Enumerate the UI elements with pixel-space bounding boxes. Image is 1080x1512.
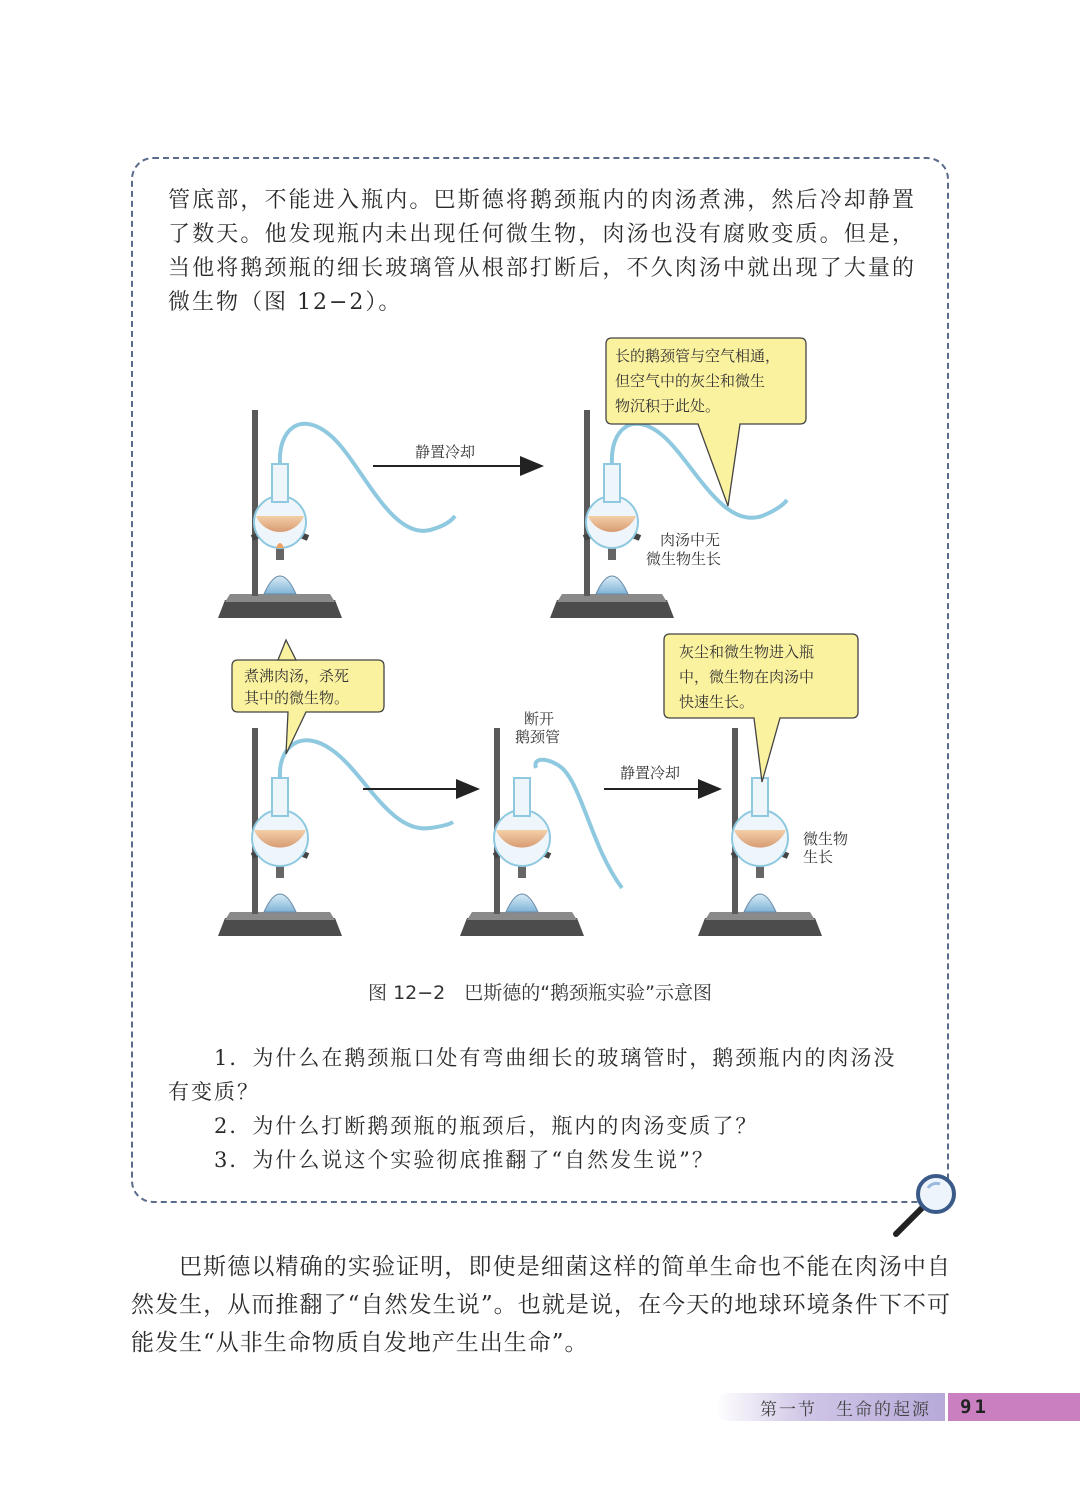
main-paragraph: 巴斯德以精确的实验证明，即使是细菌这样的简单生命也不能在肉汤中自然发生，从而推翻了“自然发生说”。也就是说，在今天的地球环境条件下不可能发生“从非生命物质自发地产生出生命”。 [131,1254,951,1356]
setup-boiling [218,410,455,618]
label-break-line: 鹅颈管 [515,728,561,746]
question-list [168,1041,916,1177]
box-paragraph: 管底部，不能进入瓶内。巴斯德将鹅颈瓶内的肉汤煮沸，然后冷却静置了数天。他发现瓶内未出现任何微生物，肉汤也没有腐败变质。但是，当他将鹅颈瓶的细长玻璃管从根部打断后，不久肉汤中就出现了大量的微生物（图 12−2）。 [168,188,916,315]
question-item: 1．为什么在鹅颈瓶口处有弯曲细长的玻璃管时，鹅颈瓶内的肉汤没有变质？ [168,1046,897,1104]
callout-bottom-right-line: 中，微生物在肉汤中 [679,668,815,686]
label-growth-line: 生长 [803,848,834,866]
label-break-line: 断开 [524,710,555,728]
page-number: 91 [948,1393,1080,1421]
label-no-growth-line: 肉汤中无 [660,531,721,549]
question-item: 2．为什么打断鹅颈瓶的瓶颈后，瓶内的肉汤变质了？ [214,1114,759,1138]
svg-text:微生物 生长 [803,830,853,866]
label-no-growth-line: 微生物生长 [646,550,722,568]
callout-top-right-line: 物沉积于此处。 [615,397,721,415]
setup-boiling-2 [218,728,453,936]
callout-top-right-line: 长的鹅颈管与空气相通， [615,347,781,365]
setup-no-growth [550,410,787,618]
callout-top-right-line: 但空气中的灰尘和微生 [615,372,766,390]
figure-caption: 图 12−2 巴斯德的“鹅颈瓶实验”示意图 [368,982,712,1004]
callout-left-line: 煮沸肉汤，杀死 [244,667,350,685]
svg-text:断开 鹅颈管 [515,710,560,746]
magnifier-icon [896,1176,954,1234]
label-growth-line: 微生物 [803,830,849,848]
arrow-bottom-label: 静置冷却 [620,764,681,782]
setup-broken-neck [460,728,622,936]
svg-text:肉汤中无 微生物生长 [646,531,725,568]
arrow-top-label: 静置冷却 [415,443,476,461]
question-item: 3．为什么说这个实验彻底推翻了“自然发生说”？ [214,1148,715,1172]
callout-bottom-right-line: 快速生长。 [679,693,755,711]
section-title: 第一节 生命的起源 [760,1400,931,1420]
callout-left-line: 其中的微生物。 [244,689,350,707]
callout-bottom-right-line: 灰尘和微生物进入瓶 [679,643,815,661]
